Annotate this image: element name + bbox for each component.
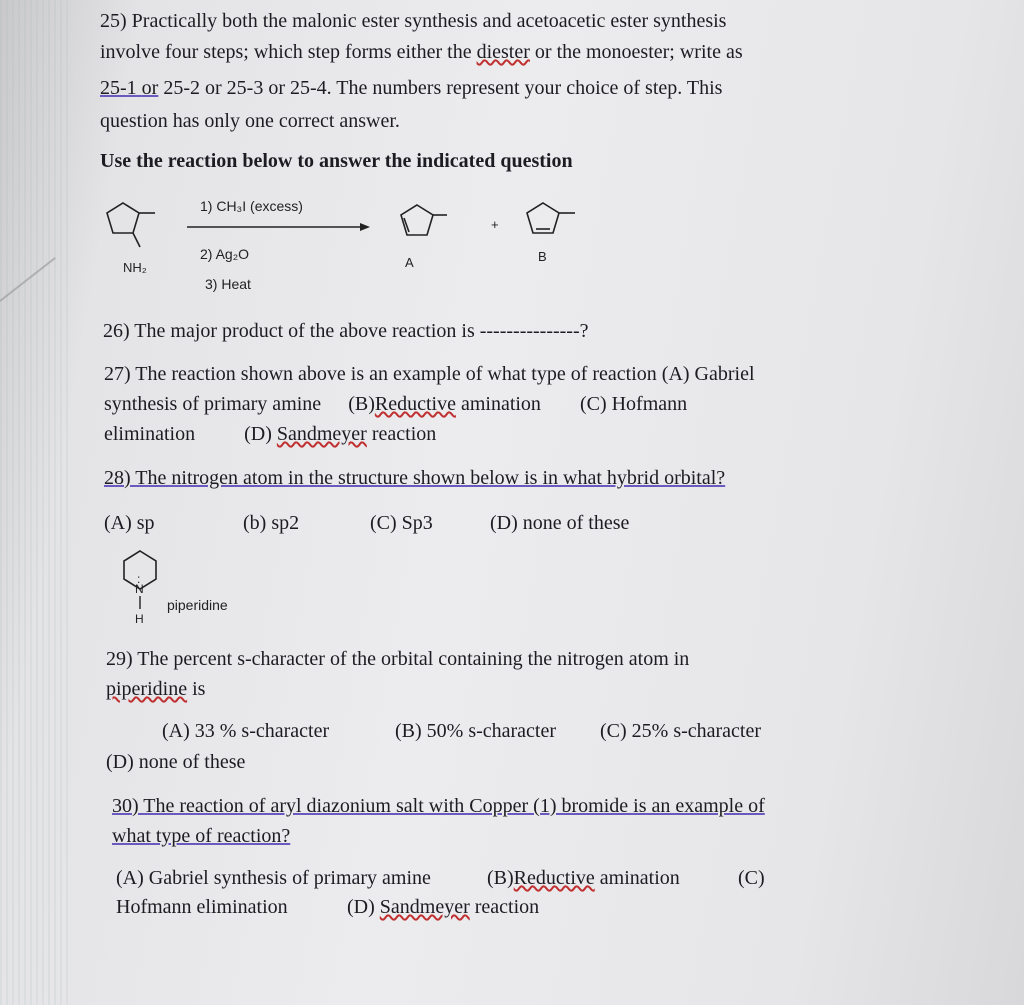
screen-edge-texture xyxy=(0,0,70,1005)
q27-text: 27) The reaction shown above is an example of what type of reaction xyxy=(104,363,662,385)
q25-line3 xyxy=(100,77,722,100)
q27-opt-b-rest: amination xyxy=(455,393,541,415)
q27-sandmeyer-word: Sandmeyer xyxy=(276,423,367,445)
q30-line1: 30) The reaction of aryl diazonium salt with Copper (1) bromide is an example of xyxy=(112,795,765,817)
q25-line3-rest: 25-2 or 25-3 or 25-4. The numbers represent your choice of step. This xyxy=(158,77,723,99)
reactant-structure xyxy=(107,203,155,247)
piperidine-label: piperidine xyxy=(167,597,228,613)
reaction-heading: Use the reaction below to answer the indicated question xyxy=(100,150,573,172)
reagent-2: 2) Ag₂O xyxy=(200,246,250,262)
product-a-label: A xyxy=(405,255,414,270)
q28-opt-b: (b) sp2 xyxy=(243,512,300,534)
question-26: 26) The major product of the above reaction is ---------------? xyxy=(103,320,589,342)
q30-opt-d-label: (D) xyxy=(347,896,380,918)
product-b-label: B xyxy=(538,249,547,264)
q29-opt-d: (D) none of these xyxy=(106,751,246,773)
piperidine-structure xyxy=(110,545,270,630)
q30-opt-d xyxy=(347,896,539,919)
amine-label: NH₂ xyxy=(123,260,147,275)
q28-question: 28) The nitrogen atom in the structure shown below is in what hybrid orbital? xyxy=(104,467,726,489)
q30-opt-b xyxy=(487,867,680,890)
q27-opt-d-rest: reaction xyxy=(366,423,437,445)
q29-piperidine-word: piperidine xyxy=(106,678,188,700)
lone-pair-icon: : xyxy=(137,572,141,586)
q27-reductive-word: Reductive xyxy=(374,393,456,415)
q30-reductive-word: Reductive xyxy=(513,867,595,889)
q30-opt-c-cont: Hofmann elimination xyxy=(116,896,288,918)
q30-opt-b-rest: amination xyxy=(594,867,680,889)
plus-sign: + xyxy=(491,217,499,232)
q29-opt-b: (B) 50% s-character xyxy=(395,720,557,742)
q27-opt-b-label: (B) xyxy=(348,393,375,415)
q28-opt-c: (C) Sp3 xyxy=(370,512,433,534)
q29-line2 xyxy=(106,678,205,701)
hydrogen-atom: H xyxy=(135,612,144,626)
q25-line2 xyxy=(100,41,743,64)
q27-line2 xyxy=(104,393,687,416)
q27-line3 xyxy=(104,423,436,446)
q27-opt-d-label: (D) xyxy=(244,423,277,445)
q27-opt-c: (C) Hofmann xyxy=(579,393,688,415)
q30-opt-b-label: (B) xyxy=(487,867,514,889)
reaction-scheme xyxy=(95,185,615,300)
q29-line2-rest: is xyxy=(187,678,206,700)
q29-opt-c: (C) 25% s-character xyxy=(600,720,762,742)
arrow-head xyxy=(360,223,370,231)
q25-or: or xyxy=(141,77,159,99)
q30-opt-c: (C) xyxy=(738,867,765,889)
product-a-structure xyxy=(401,205,447,235)
reagent-3: 3) Heat xyxy=(205,276,251,292)
product-b-structure xyxy=(527,203,575,233)
q27-line1 xyxy=(104,363,755,386)
q25-choice-1: 25-1 xyxy=(100,77,142,99)
q30-line2: what type of reaction? xyxy=(112,825,291,847)
q30-opt-d-rest: reaction xyxy=(469,896,540,918)
q30-sandmeyer-word: Sandmeyer xyxy=(379,896,470,918)
diester-word: diester xyxy=(476,41,530,63)
q29-opt-a: (A) 33 % s-character xyxy=(162,720,330,742)
nitrogen-atom: N xyxy=(135,582,144,596)
q25-line4: question has only one correct answer. xyxy=(100,110,400,132)
q28-opt-a: (A) sp xyxy=(104,512,155,534)
q27-opt-a: (A) Gabriel xyxy=(661,363,755,385)
q25-line2-rest: or the monoester; write as xyxy=(529,41,743,63)
q27-opt-a-cont: synthesis of primary amine xyxy=(104,393,322,415)
q29-line1: 29) The percent s-character of the orbital containing the nitrogen atom in xyxy=(106,648,690,670)
reagent-1: 1) CH₃I (excess) xyxy=(200,198,303,214)
q27-opt-c-cont: elimination xyxy=(104,423,196,445)
q25-line2-text: involve four steps; which step forms either the xyxy=(100,41,477,63)
q30-opt-a: (A) Gabriel synthesis of primary amine xyxy=(116,867,431,889)
q28-opt-d: (D) none of these xyxy=(490,512,630,534)
q25-line1: 25) Practically both the malonic ester synthesis and acetoacetic ester synthesis xyxy=(100,10,727,32)
